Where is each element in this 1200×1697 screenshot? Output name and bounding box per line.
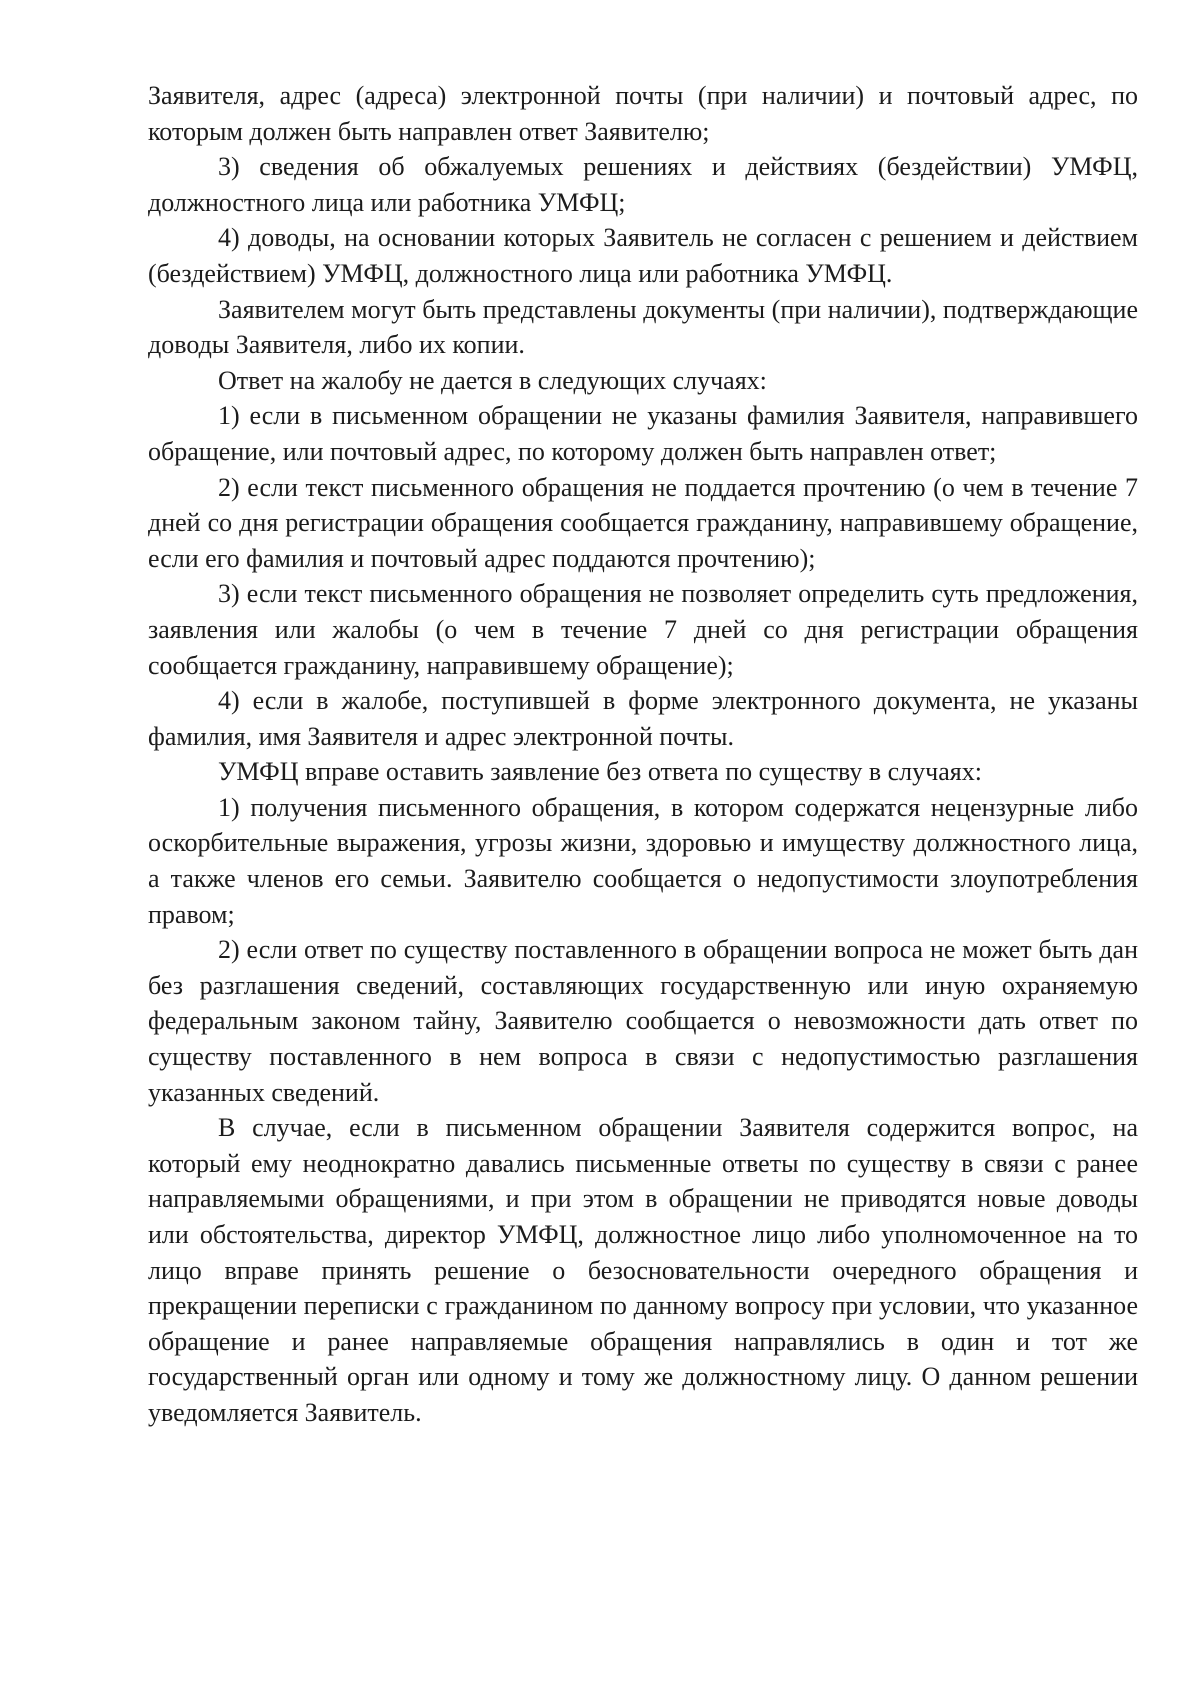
paragraph-no-answer-4: 4) если в жалобе, поступившей в форме электронного документа, не указаны фамилия, имя Заявителя и адрес электронной почты.: [148, 686, 1138, 751]
paragraph-item-4: 4) доводы, на основании которых Заявитель не согласен с решением и действием (бездействием) УМФЦ, должностного лица или работника УМФЦ.: [148, 223, 1138, 288]
paragraph-no-answer-1: 1) если в письменном обращении не указаны фамилия Заявителя, направившего обращение, или почтовый адрес, по которому должен быть направлен ответ;: [148, 401, 1138, 466]
paragraph-item-3: 3) сведения об обжалуемых решениях и действиях (бездействии) УМФЦ, должностного лица или работника УМФЦ;: [148, 152, 1138, 217]
paragraph-continuation: Заявителя, адрес (адреса) электронной почты (при наличии) и почтовый адрес, по которым должен быть направлен ответ Заявителю;: [148, 81, 1138, 146]
paragraph-leave-2: 2) если ответ по существу поставленного в обращении вопроса не может быть дан без разглашения сведений, составляющих государственную или иную охраняемую федеральным законом тайну, Заявителю сообщается о невозможности дать ответ по существу поставленного в нем вопроса в связи с недопустимостью разглашения указанных сведений.: [148, 935, 1138, 1107]
paragraph-no-answer-2: 2) если текст письменного обращения не поддается прочтению (о чем в течение 7 дней со дня регистрации обращения сообщается гражданину, направившему обращение, если его фамилия и почтовый адрес поддаются прочтению);: [148, 472, 1138, 573]
paragraph-repeated-appeal: В случае, если в письменном обращении Заявителя содержится вопрос, на который ему неоднократно давались письменные ответы по существу в связи с ранее направляемыми обращениями, и при этом в обращении не приводятся новые доводы или обстоятельства, директор УМФЦ, должностное лицо либо уполномоченное на то лицо вправе принять решение о безосновательности очередного обращения и прекращении переписки с гражданином по данному вопросу при условии, что указанное обращение и ранее направляемые обращения направлялись в один и тот же государственный орган или одному и тому же должностному лицу. О данном решении уведомляется Заявитель.: [148, 1113, 1138, 1427]
document-page: [148, 78, 1138, 1431]
paragraph-no-answer-heading: Ответ на жалобу не дается в следующих случаях:: [218, 365, 767, 395]
paragraph-documents: Заявителем могут быть представлены документы (при наличии), подтверждающие доводы Заявителя, либо их копии.: [148, 294, 1138, 360]
paragraph-no-answer-3: 3) если текст письменного обращения не позволяет определить суть предложения, заявления или жалобы (о чем в течение 7 дней со дня регистрации обращения сообщается гражданину, направившему обращение);: [148, 579, 1138, 680]
paragraph-leave-heading: УМФЦ вправе оставить заявление без ответа по существу в случаях:: [218, 757, 982, 787]
paragraph-leave-1: 1) получения письменного обращения, в котором содержатся нецензурные либо оскорбительные выражения, угрозы жизни, здоровью и имуществу должностного лица, а также членов его семьи. Заявителю сообщается о недопустимости злоупотребления правом;: [148, 792, 1138, 929]
